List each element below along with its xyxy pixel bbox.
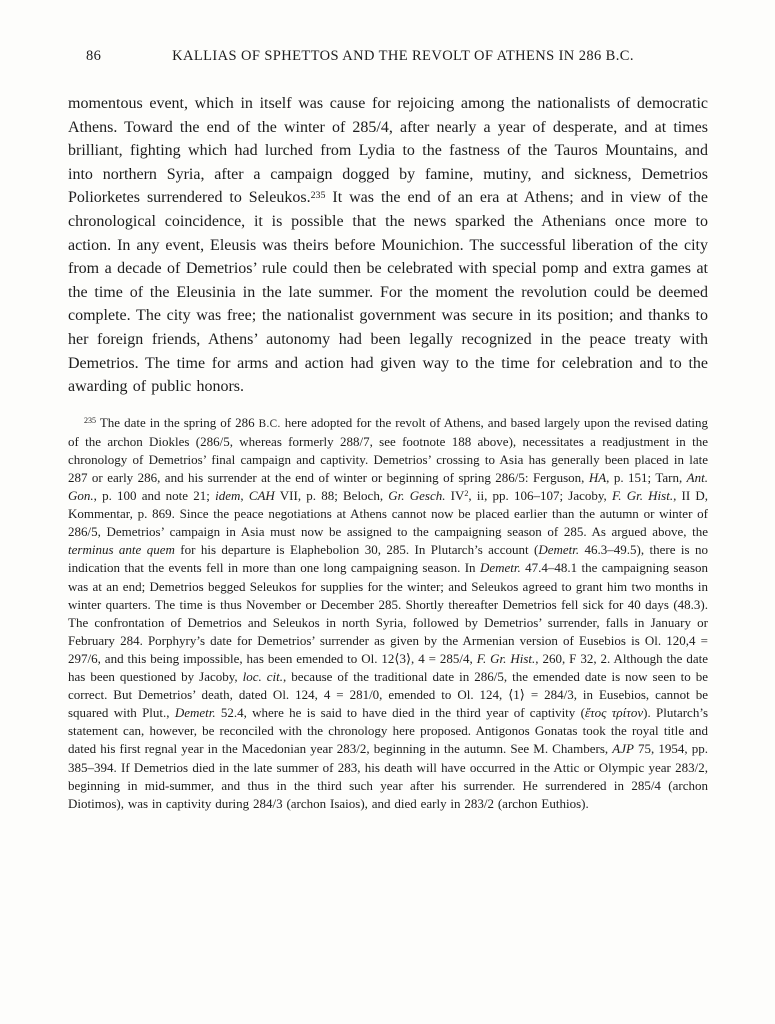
page-header <box>68 48 708 68</box>
page-number: 86 <box>86 48 102 64</box>
footnote-235: $^{235}$ The date in the spring of 286 B.C. here adopted for the revolt of Athens, and based largely upon the revised dating of the archon Diokles (286/5, whereas formerly 288/7, see footnote 188 above), necessitates a readjustment in the chronology of Demetrios’ final campaign and captivity. Demetrios’ crossing to Asia has generally been placed in late 287 or early 286, and his surrender at the end of winter or beginning of spring 286/5: Ferguson, HA, p. 151; Tarn, Ant. Gon., p. 100 and note 21; idem, CAH VII, p. 88; Beloch, Gr. Gesch. $IV^2$, ii, pp. 106–107; Jacoby, F. Gr. Hist., II D, Kommentar, p. 869. Since the peace negotiations at Athens cannot now be placed earlier than the autumn or winter of 286/5, Demetrios’ campaign in Asia must now be assigned to the campaigning season of 285. As argued above, the terminus ante quem for his departure is Elaphebolion 30, 285. In Plutarch’s account (Demetr. 46.3–49.5), there is no indication that the events fell in more than one long campaigning season. In Demetr. 47.4–48.1 the campaigning season was at an end; Demetrios begged Seleukos for supplies for the winter; and Seleukos agreed to grant him two months in winter quarters. The time is thus November or December 285. Shortly thereafter Demetrios fell sick for 40 days (48.3). The confrontation of Demetrios and Seleukos in north Syria, followed by Demetrios’ surrender, falls in January or February 284. Porphyry’s date for Demetrios’ surrender as given by the Armenian version of Eusebios is Ol. 120,4 = 297/6, and this being impossible, has been emended to Ol. 12⟨3⟩, 4 = 285/4, F. Gr. Hist., 260, F 32, 2. Although the date has been questioned by Jacoby, loc. cit., because of the traditional date in 286/5, the emended date is now seen to be correct. But Demetrios’ death, dated Ol. 124, 4 = 281/0, emended to Ol. 124, ⟨1⟩ = 284/3, in Eusebios, cannot be squared with Plut., Demetr. 52.4, where he is said to have died in the third year of captivity (ἔτος τρίτον). Plutarch’s statement can, however, be reconciled with the chronology here proposed. Antigonos Gonatas took the royal title and dated his first regnal year in the Macedonian year 283/2, beginning in the autumn. See M. Chambers, AJP 75, 1954, pp. 385–394. If Demetrios died in the late summer of 283, his death will have occurred in the Attic or Olympic year 283/2, beginning in mid-summer, and thus in the third such year after his surrender. He surrendered in 285/4 (archon Diotimos), was in captivity during 284/3 (archon Isaios), and died early in 283/2 (archon Euthios). <box>68 414 709 811</box>
body-paragraph: momentous event, which in itself was cause for rejoicing among the nationalists of democratic Athens. Toward the end of the winter of 285/4, after nearly a year of desperate, and at times brilliant, fighting which had lurched from Lydia to the fastness of the Tauros Mountains, and into northern Syria, after a campaign dogged by famine, mutiny, and sickness, Demetrios Poliorketes surrendered to Seleukos.$^{235}$ It was the end of an era at Athens; and in view of the chronological coincidence, it is possible that the news sparked the Athenians once more to action. In any event, Eleusis was theirs before Mounichion. The successful liberation of the city from a decade of Demetrios’ rule could then be celebrated with special pomp and extra games at the time of the Eleusinia in the late summer. For the moment the revolution could be deemed complete. The city was free; the nationalist government was secure in its position; and thanks to her foreign friends, Athens’ autonomy had been legally recognized in the peace treaty with Demetrios. The time for arms and action had given way to the time for celebration and to the awarding of public honors. <box>68 95 709 396</box>
running-head-title: KALLIAS OF SPHETTOS AND THE REVOLT OF ATHENS IN 286 B.C. <box>172 48 634 64</box>
text-block <box>68 48 708 813</box>
